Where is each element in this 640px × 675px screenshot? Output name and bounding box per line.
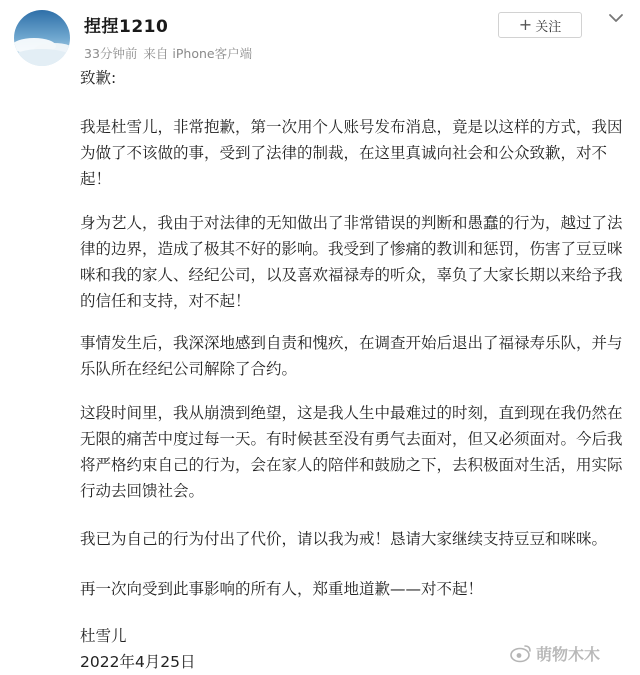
paragraph: 再一次向受到此事影响的所有人，郑重地道歉——对不起！: [80, 580, 484, 598]
paragraph: 我已为自己的行为付出了代价，请以我为戒！恳请大家继续支持豆豆和咪咪。: [80, 530, 608, 548]
chevron-down-icon: [604, 8, 628, 30]
post-source[interactable]: 来自 iPhone客户端: [143, 46, 253, 61]
greeting: 致歉:: [80, 69, 117, 87]
signature-date: 2022年4月25日: [80, 653, 196, 671]
signature: 杜雪儿: [80, 627, 127, 645]
avatar-image: [14, 10, 70, 66]
follow-button[interactable]: [498, 12, 582, 38]
avatar[interactable]: [14, 10, 70, 66]
plus-icon: +: [518, 15, 533, 34]
weibo-logo-icon: [510, 643, 532, 663]
post-time: 33分钟前: [84, 46, 138, 61]
paragraph: 这段时间里，我从崩溃到绝望，这是我人生中最难过的时刻，直到现在我仍然在无限的痛苦中度过每一天。有时候甚至没有勇气去面对，但又必须面对。今后我将严格约束自己的行为，会在家人的陪伴和鼓励之下，去积极面对生活，用实际行动去回馈社会。: [80, 404, 623, 500]
watermark: [510, 640, 636, 666]
paragraph: 我是杜雪儿，非常抱歉，第一次用个人账号发布消息，竟是以这样的方式，我因为做了不该做的事，受到了法律的制裁，在这里真诚向社会和公众致歉，对不起！: [80, 118, 623, 188]
paragraph: 身为艺人，我由于对法律的无知做出了非常错误的判断和愚蠢的行为，越过了法律的边界，造成了极其不好的影响。我受到了惨痛的教训和惩罚，伤害了豆豆咪咪和我的家人、经纪公司，以及喜欢福禄寿的听众，辜负了大家长期以来给予我的信任和支持，对不起！: [80, 214, 623, 310]
watermark-text: 萌物木木: [536, 644, 601, 664]
author-name[interactable]: 捏捏1210: [84, 17, 169, 37]
paragraph: 事情发生后，我深深地感到自责和愧疚，在调查开始后退出了福禄寿乐队，并与乐队所在经纪公司解除了合约。: [80, 334, 623, 378]
more-options-button[interactable]: [604, 8, 628, 30]
follow-label: 关注: [535, 19, 562, 35]
post-meta: [84, 44, 258, 62]
